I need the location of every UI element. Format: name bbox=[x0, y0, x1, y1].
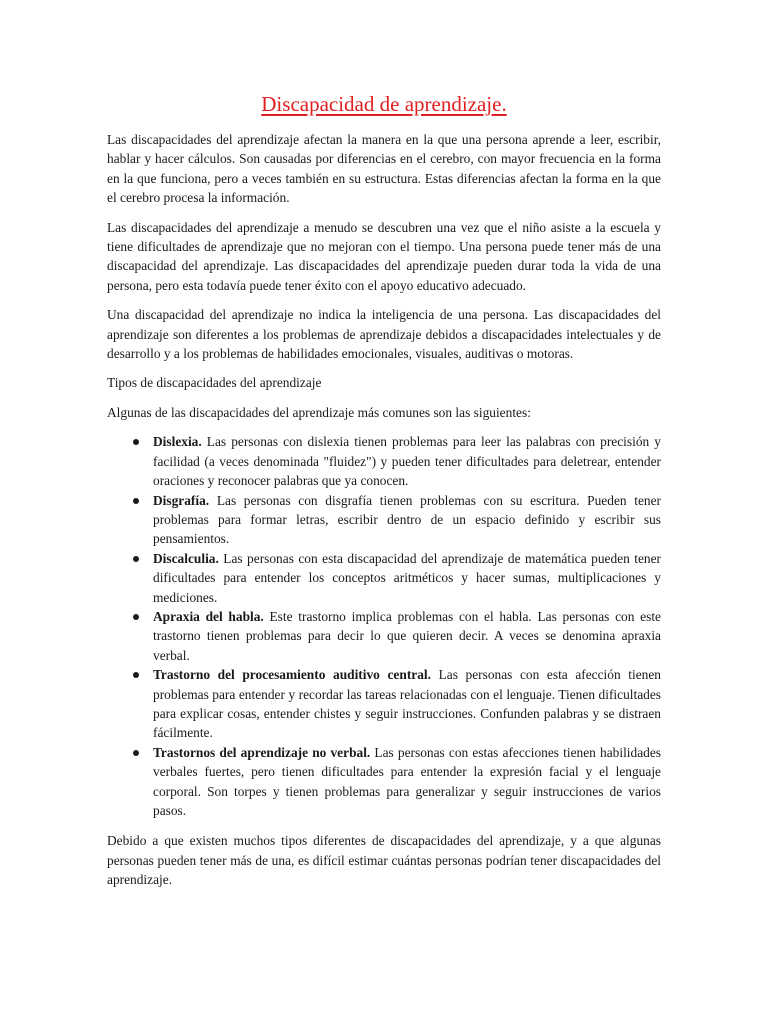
list-intro-paragraph: Algunas de las discapacidades del aprendizaje más comunes son las siguientes: bbox=[107, 404, 531, 420]
list-item-text: Las personas con esta afección tienen problemas para entender y recordar las tareas relacionadas con el lenguaje. Tienen dificultades para explicar cosas, entender chistes y seguir instrucciones. Confunden palabras y se distraen fácilmente. bbox=[153, 667, 661, 741]
bullet-icon bbox=[133, 614, 139, 620]
intelligence-paragraph: Una discapacidad del aprendizaje no indica la inteligencia de una persona. Las discapacidades del aprendizaje son diferentes a los problemas de aprendizaje debidos a discapacidades intelectuales y de desarrollo y a los problemas de habilidades emocionales, visuales, auditivas o motoras. bbox=[107, 307, 661, 362]
list-item-text: Las personas con esta discapacidad del aprendizaje de matemática pueden tener dificultades para entender los conceptos aritméticos y hacer sumas, multiplicaciones y mediciones. bbox=[153, 550, 661, 605]
list-item-text: Las personas con estas afecciones tienen habilidades verbales fuertes, pero tienen dificultades para entender la expresión facial y el lenguaje corporal. Son torpes y tienen problemas para generalizar y seguir instrucciones de varios pasos. bbox=[153, 744, 661, 818]
list-item-text: Este trastorno implica problemas con el habla. Las personas con este trastorno tienen problemas para decir lo que quieren decir. A veces se denomina apraxia verbal. bbox=[153, 608, 661, 663]
closing-paragraph: Debido a que existen muchos tipos diferentes de discapacidades del aprendizaje, y a que algunas personas pueden tener más de una, es difícil estimar cuántas personas podrían tener discapacidades del aprendizaje. bbox=[107, 833, 661, 888]
list-item bbox=[107, 549, 661, 607]
list-item bbox=[107, 665, 661, 743]
bullet-icon bbox=[133, 439, 139, 445]
list-item bbox=[107, 491, 661, 549]
list-item-text: Las personas con disgrafía tienen problemas con su escritura. Pueden tener problemas para formar letras, escribir dentro de un espacio definido y escribir sus pensamientos. bbox=[153, 492, 661, 547]
bullet-icon bbox=[133, 556, 139, 562]
list-item-term: Discalculia. bbox=[153, 550, 219, 566]
document-title: Discapacidad de aprendizaje. bbox=[261, 92, 507, 116]
list-item bbox=[107, 432, 661, 490]
list-item bbox=[107, 607, 661, 665]
bullet-icon bbox=[133, 498, 139, 504]
list-item-text: Las personas con dislexia tienen problemas para leer las palabras con precisión y facilidad (a veces denominada "fluidez") y pueden tener dificultades para deletrear, entender oraciones y reconocer palabras que ya conocen. bbox=[153, 434, 661, 489]
document-body bbox=[107, 92, 661, 900]
list-item-term: Disgrafía. bbox=[153, 492, 210, 508]
list-item-term: Apraxia del habla. bbox=[153, 608, 264, 624]
intro-paragraph: Las discapacidades del aprendizaje afectan la manera en la que una persona aprende a leer, escribir, hablar y hacer cálculos. Son causadas por diferencias en el cerebro, con mayor frecuencia en la forma en la que funciona, pero a veces también en su estructura. Estas diferencias afectan la forma en la que el cerebro procesa la información. bbox=[107, 132, 661, 206]
list-item bbox=[107, 743, 661, 821]
bullet-icon bbox=[133, 750, 139, 756]
section-heading-types: Tipos de discapacidades del aprendizaje bbox=[107, 375, 322, 391]
list-item-term: Trastorno del procesamiento auditivo central. bbox=[153, 667, 431, 683]
list-item-term: Dislexia. bbox=[153, 434, 202, 450]
list-item-term: Trastornos del aprendizaje no verbal. bbox=[153, 744, 371, 760]
bullet-icon bbox=[133, 672, 139, 678]
discovery-paragraph: Las discapacidades del aprendizaje a menudo se descubren una vez que el niño asiste a la escuela y tiene dificultades de aprendizaje que no mejoran con el tiempo. Una persona puede tener más de una discapacidad del aprendizaje. Las discapacidades del aprendizaje pueden durar toda la vida de una persona, pero esta todavía puede tener éxito con el apoyo educativo adecuado. bbox=[107, 219, 661, 293]
disabilities-list bbox=[107, 432, 661, 820]
